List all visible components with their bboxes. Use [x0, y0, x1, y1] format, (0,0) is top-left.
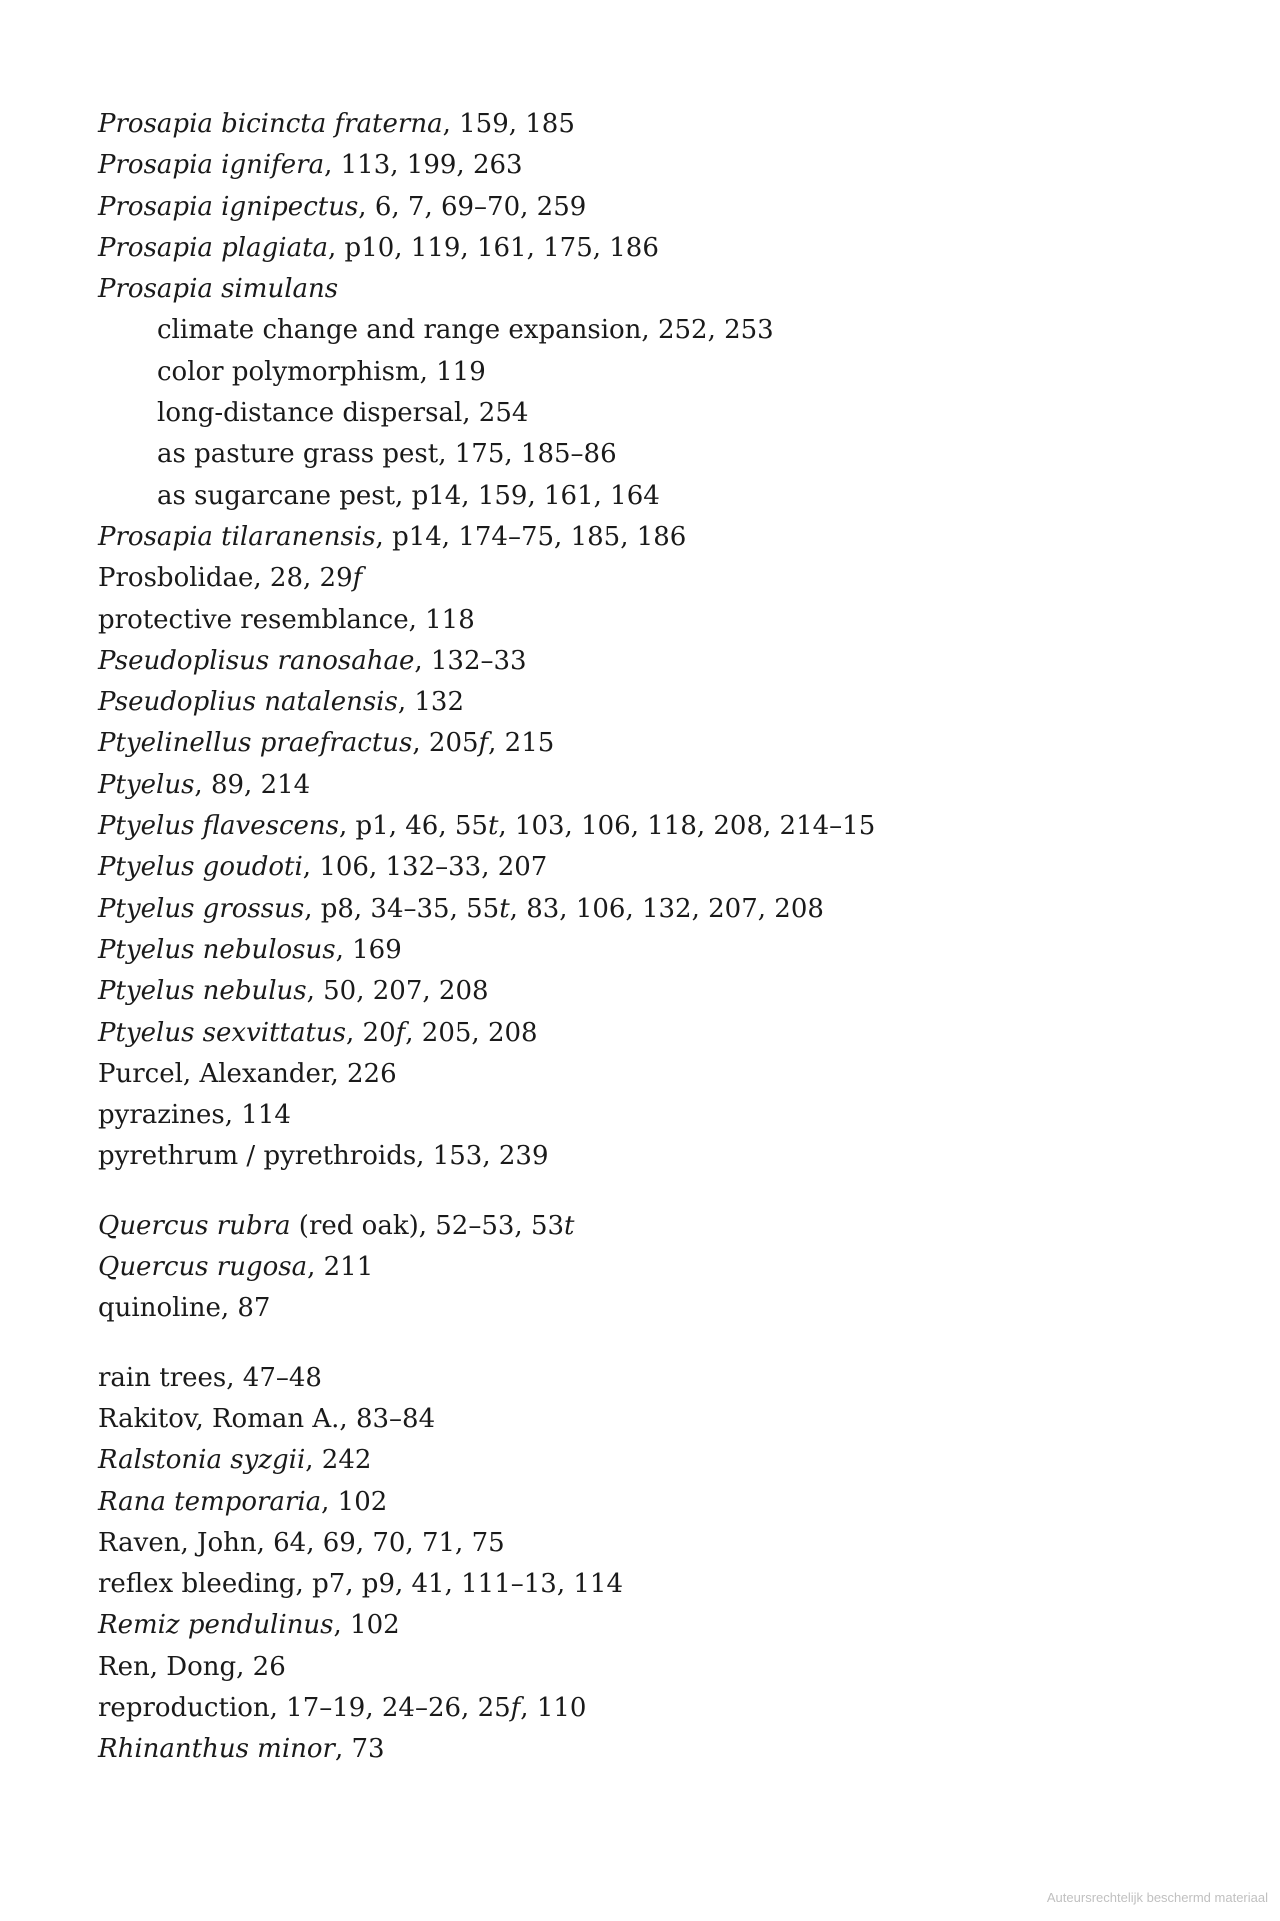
- entry-text: reproduction, 17–19, 24–26, 25: [98, 1692, 511, 1723]
- index-page: [98, 104, 1198, 1771]
- italic-text: Ptyelus goudoti: [98, 852, 303, 883]
- index-entry: [98, 1013, 1198, 1054]
- entry-text: as sugarcane pest, p14, 159, 161, 164: [157, 480, 660, 511]
- entry-text: , p1, 46, 55: [338, 811, 488, 842]
- entry-text: long-distance dispersal, 254: [157, 398, 529, 429]
- italic-text: Ptyelus sexvittatus: [98, 1017, 347, 1048]
- entry-text: , 132: [397, 687, 464, 718]
- entry-text: climate change and range expansion, 252, 253: [157, 315, 774, 346]
- index-entry: [98, 1440, 1198, 1481]
- index-subentry: [98, 476, 1198, 517]
- entry-text: , 102: [333, 1610, 400, 1641]
- index-entry: [98, 930, 1198, 971]
- index-entry: [98, 971, 1198, 1012]
- entry-text: , 113, 199, 263: [324, 150, 523, 181]
- entry-text: Rakitov, Roman A., 83–84: [98, 1403, 436, 1434]
- entry-text: , 211: [307, 1252, 374, 1283]
- italic-text: t: [564, 1210, 575, 1241]
- italic-text: Ptyelus flavescens: [98, 811, 339, 842]
- entry-text: Purcel, Alexander, 226: [98, 1058, 397, 1089]
- entry-text: rain trees, 47–48: [98, 1362, 322, 1393]
- index-entry: [98, 1358, 1198, 1399]
- copyright-watermark: Auteursrechtelijk beschermd materiaal: [1046, 1890, 1268, 1905]
- italic-text: Rhinanthus minor: [98, 1734, 335, 1765]
- index-entry: [98, 600, 1198, 641]
- entry-text: , 102: [321, 1486, 388, 1517]
- section-gap: [98, 1178, 1198, 1206]
- entry-text: , 242: [305, 1445, 372, 1476]
- entry-text: , 20: [346, 1017, 396, 1048]
- italic-text: Ptyelus nebulosus: [98, 934, 336, 965]
- index-entry: [98, 1482, 1198, 1523]
- entry-text: , 205, 208: [405, 1017, 538, 1048]
- index-entry: [98, 1564, 1198, 1605]
- entry-text: , p14, 174–75, 185, 186: [375, 521, 687, 552]
- entry-text: , 50, 207, 208: [306, 976, 489, 1007]
- entry-text: color polymorphism, 119: [157, 356, 486, 387]
- index-entry: [98, 806, 1198, 847]
- entry-text: , 6, 7, 69–70, 259: [358, 191, 587, 222]
- index-entry: [98, 558, 1198, 599]
- entry-text: Raven, John, 64, 69, 70, 71, 75: [98, 1527, 505, 1558]
- index-entry: [98, 1136, 1198, 1177]
- italic-text: Ralstonia syzgii: [98, 1445, 306, 1476]
- entry-text: , 169: [335, 934, 402, 965]
- entry-text: , 89, 214: [194, 769, 311, 800]
- index-entry: [98, 1288, 1198, 1329]
- entry-text: , 159, 185: [442, 109, 575, 139]
- italic-text: f: [395, 1017, 406, 1048]
- entry-text: , 73: [334, 1734, 385, 1765]
- italic-text: Ptyelinellus praefractus: [98, 728, 413, 759]
- entry-text: , 83, 106, 132, 207, 208: [509, 893, 824, 924]
- index-entry: [98, 1247, 1198, 1288]
- italic-text: Quercus rugosa: [98, 1252, 308, 1283]
- index-subentry: [98, 393, 1198, 434]
- index-entry: [98, 889, 1198, 930]
- italic-text: Prosapia bicincta fraterna: [98, 109, 443, 139]
- entry-text: protective resemblance, 118: [98, 604, 475, 635]
- index-entry: [98, 847, 1198, 888]
- entry-text: quinoline, 87: [98, 1293, 271, 1324]
- index-entry: [98, 269, 1198, 310]
- italic-text: Prosapia ignifera: [98, 150, 325, 181]
- italic-text: Pseudoplisus ranosahae: [98, 645, 415, 676]
- entry-text: , 110: [520, 1692, 587, 1723]
- italic-text: Prosapia tilaranensis: [98, 521, 376, 552]
- italic-text: Prosapia simulans: [98, 274, 339, 305]
- italic-text: Rana temporaria: [98, 1486, 322, 1517]
- italic-text: Ptyelus grossus: [98, 893, 305, 924]
- entry-text: , p10, 119, 161, 175, 186: [328, 232, 659, 263]
- italic-text: Ptyelus: [98, 769, 195, 800]
- entry-text: reflex bleeding, p7, p9, 41, 111–13, 114: [98, 1569, 623, 1600]
- index-entry: [98, 1729, 1198, 1770]
- index-entry: [98, 641, 1198, 682]
- entry-text: , p8, 34–35, 55: [304, 893, 500, 924]
- entry-text: pyrazines, 114: [98, 1100, 291, 1131]
- italic-text: t: [499, 893, 510, 924]
- index-entry: [98, 1688, 1198, 1729]
- index-subentry: [98, 352, 1198, 393]
- index-entry: [98, 1206, 1198, 1247]
- italic-text: f: [478, 728, 489, 759]
- entry-text: , 215: [488, 728, 555, 759]
- italic-text: Ptyelus nebulus: [98, 976, 307, 1007]
- italic-text: Remiz pendulinus: [98, 1610, 334, 1641]
- entry-text: , 132–33: [414, 645, 527, 676]
- entry-text: , 103, 106, 118, 208, 214–15: [498, 811, 876, 842]
- index-subentry: [98, 434, 1198, 475]
- index-entry: [98, 1054, 1198, 1095]
- italic-text: Prosapia plagiata: [98, 232, 329, 263]
- index-entry: [98, 1523, 1198, 1564]
- italic-text: t: [487, 811, 499, 842]
- italic-text: Quercus rubra: [98, 1210, 291, 1241]
- entry-text: Prosbolidae, 28, 29: [98, 563, 353, 594]
- entry-text: , 106, 132–33, 207: [302, 852, 548, 883]
- entry-text: as pasture grass pest, 175, 185–86: [157, 439, 617, 470]
- index-entry: [98, 104, 1198, 145]
- index-entry: [98, 187, 1198, 228]
- entry-text: , 205: [412, 728, 479, 759]
- index-entry: [98, 1399, 1198, 1440]
- index-subentry: [98, 310, 1198, 351]
- index-entry: [98, 723, 1198, 764]
- italic-text: f: [352, 563, 363, 594]
- index-entry: [98, 765, 1198, 806]
- index-entry: [98, 145, 1198, 186]
- index-entry: [98, 1647, 1198, 1688]
- section-gap: [98, 1330, 1198, 1358]
- entry-text: Ren, Dong, 26: [98, 1651, 286, 1682]
- italic-text: Pseudoplius natalensis: [98, 687, 398, 718]
- index-entry: [98, 228, 1198, 269]
- entry-text: (red oak), 52–53, 53: [290, 1210, 565, 1241]
- index-entry: [98, 1605, 1198, 1646]
- index-entry: [98, 1095, 1198, 1136]
- index-entry: [98, 517, 1198, 558]
- italic-text: Prosapia ignipectus: [98, 191, 359, 222]
- index-entry: [98, 682, 1198, 723]
- entry-text: pyrethrum / pyrethroids, 153, 239: [98, 1141, 549, 1172]
- italic-text: f: [510, 1692, 521, 1723]
